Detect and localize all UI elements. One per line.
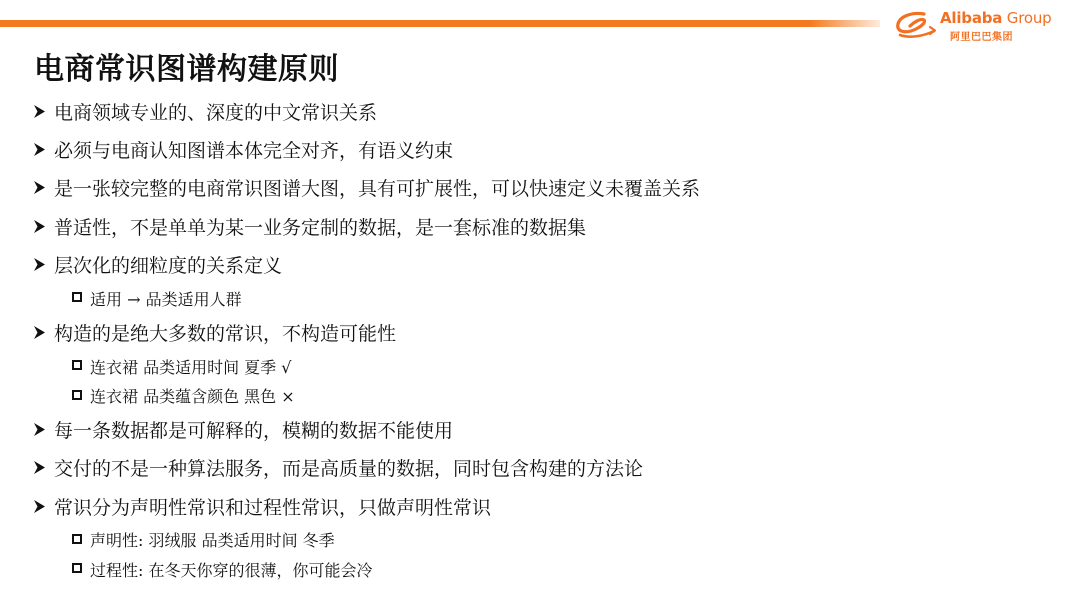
bullet-text: 连衣裙 品类适用时间 夏季 √ — [90, 357, 292, 377]
bullet-item — [30, 130, 1060, 168]
square-bullet-icon — [72, 292, 82, 302]
square-bullet-icon — [72, 360, 82, 370]
bullet-text: 构造的是绝大多数的常识，不构造可能性 — [54, 322, 397, 345]
bullet-text: 适用 → 品类适用人群 — [90, 289, 242, 309]
square-bullet-icon — [72, 563, 82, 573]
bullet-text: 交付的不是一种算法服务，而是高质量的数据，同时包含构建的方法论 — [54, 458, 644, 481]
square-bullet-icon — [72, 390, 82, 400]
sub-bullet-item — [30, 555, 1060, 585]
sub-bullet-item — [30, 381, 1060, 411]
bullet-item — [30, 169, 1060, 207]
bullet-list — [30, 92, 1060, 584]
bullet-text: 过程性: 在冬天你穿的很薄，你可能会冷 — [90, 560, 373, 580]
header-accent-bar — [0, 20, 880, 27]
bullet-text: 连衣裙 品类蕴含颜色 黑色 × — [90, 387, 295, 407]
arrow-bullet-icon — [30, 217, 50, 236]
bullet-text: 层次化的细粒度的关系定义 — [54, 254, 283, 277]
arrow-bullet-icon — [30, 323, 50, 342]
arrow-bullet-icon — [30, 420, 50, 439]
slide-title: 电商常识图谱构建原则 — [34, 52, 339, 87]
bullet-text: 电商领域专业的、深度的中文常识关系 — [54, 101, 378, 124]
sub-bullet-item — [30, 525, 1060, 555]
arrow-bullet-icon — [30, 102, 50, 121]
alibaba-group-logo — [894, 8, 1072, 42]
bullet-item — [30, 487, 1060, 525]
square-bullet-icon — [72, 534, 82, 544]
brand-group: Group — [1006, 9, 1052, 27]
brand-name-chinese: 阿里巴巴集团 — [950, 32, 1013, 43]
arrow-bullet-icon — [30, 255, 50, 274]
bullet-text: 常识分为声明性常识和过程性常识，只做声明性常识 — [54, 496, 492, 519]
arrow-bullet-icon — [30, 178, 50, 197]
arrow-bullet-icon — [30, 458, 50, 477]
bullet-text: 声明性: 羽绒服 品类适用时间 冬季 — [90, 531, 335, 551]
bullet-item — [30, 245, 1060, 283]
arrow-bullet-icon — [30, 497, 50, 516]
bullet-item — [30, 449, 1060, 487]
bullet-item — [30, 207, 1060, 245]
bullet-item — [30, 92, 1060, 130]
bullet-text: 每一条数据都是可解释的，模糊的数据不能使用 — [54, 419, 454, 442]
sub-bullet-item — [30, 351, 1060, 381]
bullet-text: 必须与电商认知图谱本体完全对齐，有语义约束 — [54, 139, 454, 162]
bullet-text: 普适性，不是单单为某一业务定制的数据，是一套标准的数据集 — [54, 216, 587, 239]
brand-wordmark — [940, 9, 1051, 27]
sub-bullet-item — [30, 283, 1060, 313]
bullet-text: 是一张较完整的电商常识图谱大图，具有可扩展性，可以快速定义未覆盖关系 — [54, 178, 701, 201]
bullet-item — [30, 410, 1060, 448]
brand-name: Alibaba — [940, 9, 1003, 27]
bullet-item — [30, 313, 1060, 351]
arrow-bullet-icon — [30, 140, 50, 159]
alibaba-logo-icon — [894, 10, 938, 40]
